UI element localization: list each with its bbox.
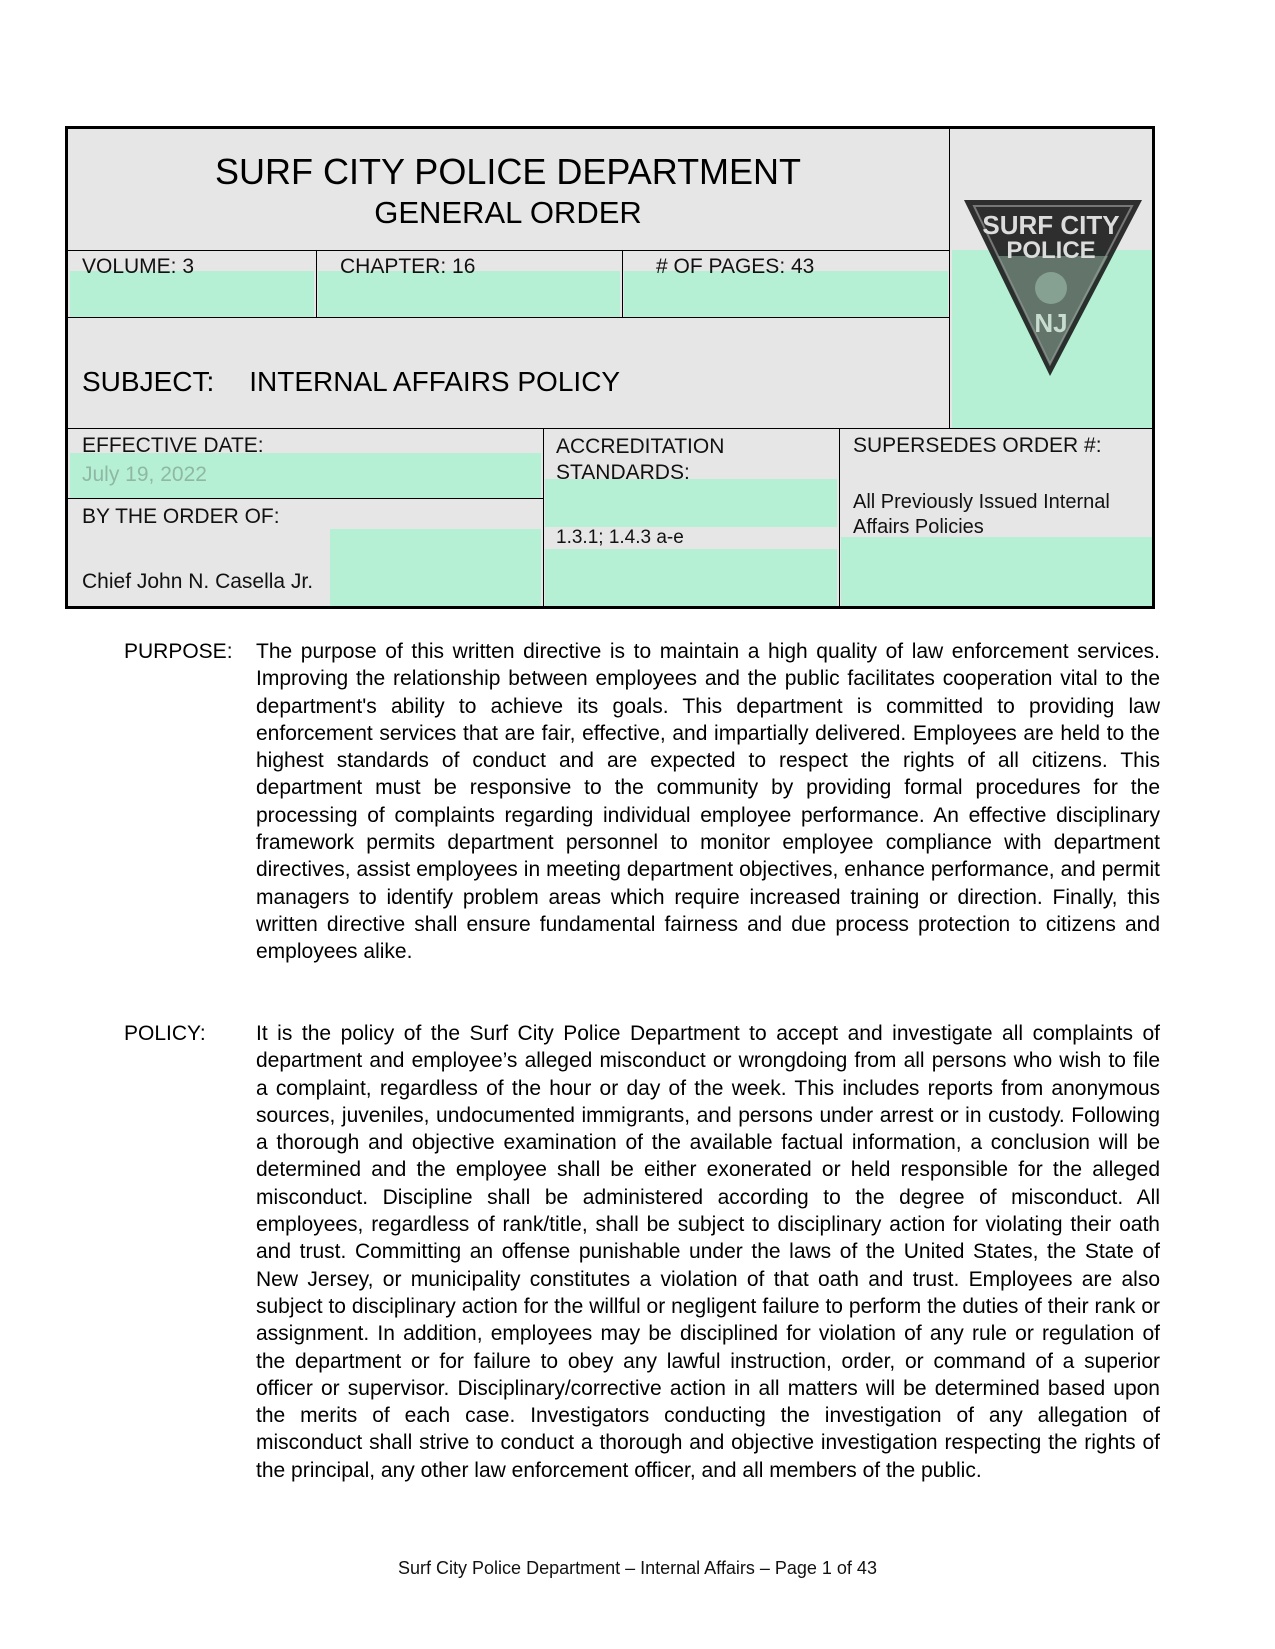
effective-date-value: July 19, 2022: [82, 463, 207, 486]
pages-label: # OF PAGES: 43: [656, 255, 815, 278]
supersedes-value: All Previously Issued Internal Affairs Policies: [853, 491, 1110, 538]
department-title: SURF CITY POLICE DEPARTMENT: [214, 151, 802, 192]
accreditation-value: 1.3.1; 1.4.3 a-e: [556, 527, 684, 548]
order-of-label: BY THE ORDER OF:: [82, 505, 280, 528]
divider: [622, 250, 623, 317]
order-of-value: Chief John N. Casella Jr.: [82, 570, 314, 593]
subject-label: SUBJECT:: [82, 366, 215, 397]
divider: [68, 250, 949, 251]
divider: [316, 250, 317, 317]
badge-text-line2: POLICE: [1006, 237, 1096, 264]
chapter-label: CHAPTER: 16: [340, 255, 476, 278]
divider: [949, 129, 950, 428]
divider: [68, 498, 543, 499]
accreditation-label: ACCREDITATION STANDARDS:: [556, 435, 725, 482]
divider: [68, 428, 1152, 429]
subject-line: [82, 366, 620, 398]
police-badge-logo: [958, 196, 1148, 381]
purpose-text: The purpose of this written directive is to maintain a high quality of law enforcement services. Improving the relationship between employees and the public facilitates cooperation vital to the department's ability to achieve its goals. This department is committed to providing law enforcement services that are fair, effective, and impartially delivered. Employees are held to the highest standards of conduct and are expected to respect the rights of all citizens. This department must be responsive to the community by providing formal procedures for the processing of complaints regarding individual employee performance. An effective disciplinary framework permits department personnel to monitor employee compliance with department directives, assist employees in meeting department objectives, enhance performance, and permit managers to identify problem areas which require increased training or direction. Finally, this written directive shall ensure fundamental fairness and due process protection to citizens and employees alike.: [256, 640, 1160, 964]
badge-state: NJ: [1034, 308, 1068, 338]
divider: [839, 428, 840, 606]
subject-value: INTERNAL AFFAIRS POLICY: [249, 366, 621, 397]
badge-text-line1: SURF CITY: [982, 210, 1120, 240]
purpose-label: PURPOSE:: [124, 640, 233, 663]
volume-label: VOLUME: 3: [82, 255, 195, 278]
divider: [543, 428, 544, 606]
policy-label: POLICY:: [124, 1022, 206, 1045]
effective-date-label: EFFECTIVE DATE:: [82, 434, 264, 457]
document-type: GENERAL ORDER: [374, 195, 642, 230]
divider: [68, 317, 949, 318]
policy-text: It is the policy of the Surf City Police Department to accept and investigate all complaints of department and employee’s alleged misconduct or wrongdoing from all persons who wish to file a complaint, regardless of the hour or day of the week. This includes reports from anonymous sources, juveniles, undocumented immigrants, and persons under arrest or in custody. Following a thorough and objective examination of the available factual information, a conclusion will be determined and the employee shall be either exonerated or held responsible for the alleged misconduct. Discipline shall be administered according to the degree of misconduct. All employees, regardless of rank/title, shall be subject to disciplinary action for violating their oath and trust. Committing an offense punishable under the laws of the United States, the State of New Jersey, or municipality constitutes a violation of that oath and trust. Employees are also subject to disciplinary action for the willful or negligent failure to perform the duties of their rank or assignment. In addition, employees may be disciplined for violation of any rule or regulation of the department or for failure to obey any lawful instruction, order, or command of a superior officer or supervisor. Disciplinary/corrective action in all matters will be determined based upon the merits of each case. Investigators conducting the investigation of any allegation of misconduct shall strive to conduct a thorough and objective investigation respecting the rights of the principal, any other law enforcement officer, and all members of the public.: [256, 1022, 1160, 1482]
supersedes-label: SUPERSEDES ORDER #:: [853, 434, 1102, 457]
page-footer: Surf City Police Department – Internal Affairs – Page 1 of 43: [398, 1558, 877, 1578]
